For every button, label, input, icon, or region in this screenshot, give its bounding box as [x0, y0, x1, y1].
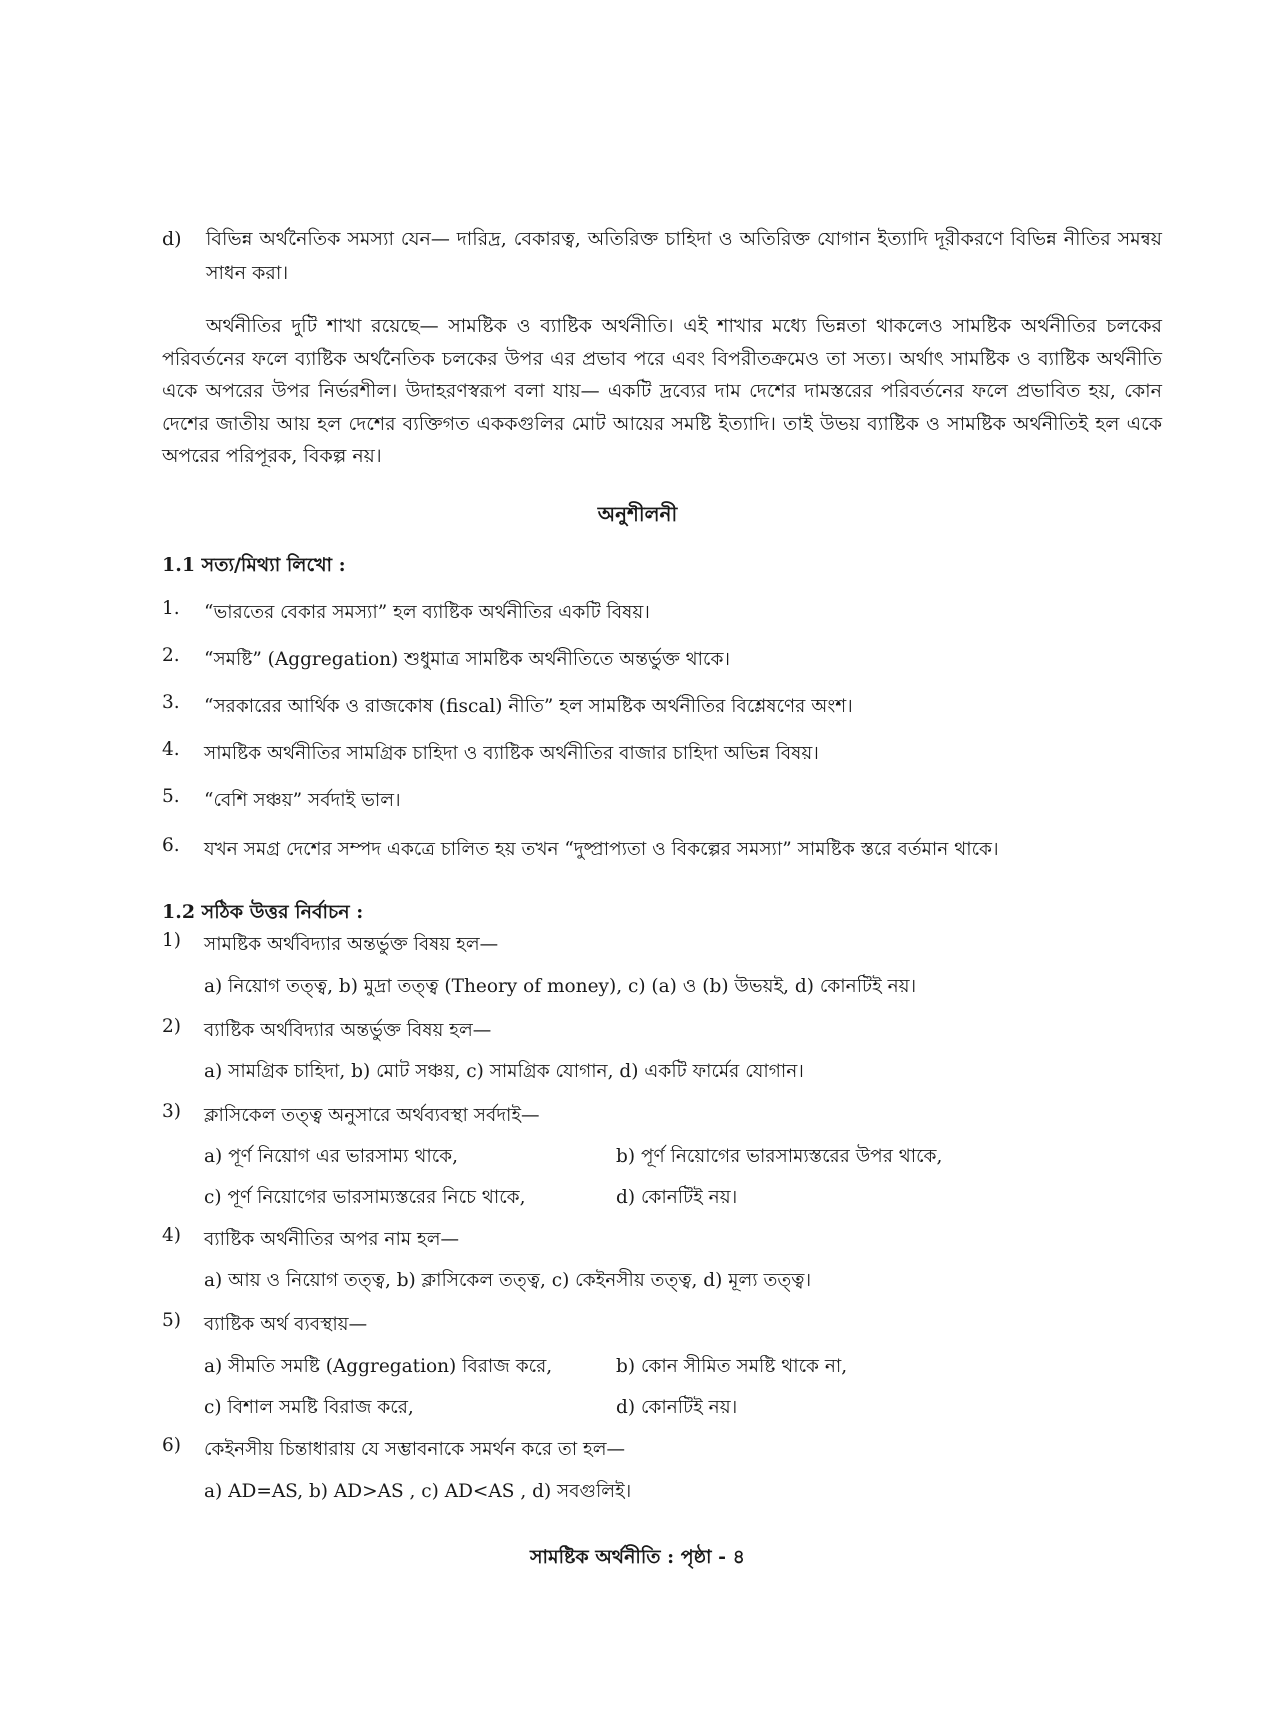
question-text: “বেশি সঞ্চয়” সর্বদাই ভাল।: [204, 790, 401, 811]
list-item-d: [162, 222, 1162, 290]
mcq-options: a) AD=AS, b) AD>AS , c) AD<AS , d) সবগুলিই।: [204, 1481, 632, 1502]
page-footer: সামষ্টিক অর্থনীতি : পৃষ্ঠা - ৪: [529, 1546, 746, 1568]
question-number: 2.: [162, 645, 180, 666]
question-number: 4): [162, 1225, 181, 1246]
question-text: ব্যাষ্টিক অর্থনীতির অপর নাম হল—: [204, 1229, 460, 1250]
question-text: সামষ্টিক অর্থবিদ্যার অন্তর্ভুক্ত বিষয় হল—: [204, 934, 499, 955]
mcq-options: a) সামগ্রিক চাহিদা, b) মোট সঞ্চয়, c) সামগ্রিক যোগান, d) একটি ফার্মের যোগান।: [204, 1061, 804, 1082]
question-text: “ভারতের বেকার সমস্যা” হল ব্যাষ্টিক অর্থনীতির একটি বিষয়।: [204, 602, 650, 623]
question-number: 5): [162, 1310, 181, 1331]
question-text: “সমষ্টি” (Aggregation) শুধুমাত্র সামষ্টিক অর্থনীতিতে অন্তর্ভুক্ত থাকে।: [204, 649, 731, 670]
question-number: 4.: [162, 739, 180, 760]
mcq-option-c: c) পূর্ণ নিয়োগের ভারসাম্যস্তরের নিচে থাকে,: [204, 1187, 526, 1208]
mcq-options: a) নিয়োগ তত্ত্ব, b) মুদ্রা তত্ত্ব (Theory of money), c) (a) ও (b) উভয়ই, d) কোনটিই নয়।: [204, 976, 917, 997]
question-number: 5.: [162, 786, 180, 807]
mcq-option-b: b) পূর্ণ নিয়োগের ভারসাম্যস্তরের উপর থাকে,: [616, 1146, 943, 1167]
list-item-text: বিভিন্ন অর্থনৈতিক সমস্যা যেন— দারিদ্র, বেকারত্ব, অতিরিক্ত চাহিদা ও অতিরিক্ত যোগান ইত্যাদি দূরীকরণে বিভিন্ন নীতির সমন্বয় সাধন করা।: [206, 228, 1162, 284]
mcq-option-a: a) সীমতি সমষ্টি (Aggregation) বিরাজ করে,: [204, 1356, 553, 1377]
question-number: 3): [162, 1101, 181, 1122]
section-heading-true-false: 1.1 সত্য/মিথ্যা লিখো :: [162, 554, 346, 576]
mcq-option-c: c) বিশাল সমষ্টি বিরাজ করে,: [204, 1397, 414, 1418]
question-text: সামষ্টিক অর্থনীতির সামগ্রিক চাহিদা ও ব্যাষ্টিক অর্থনীতির বাজার চাহিদা অভিন্ন বিষয়।: [204, 743, 819, 764]
question-text: কেইনসীয় চিন্তাধারায় যে সম্ভাবনাকে সমর্থন করে তা হল—: [204, 1439, 626, 1460]
question-number: 3.: [162, 692, 180, 713]
body-paragraph: অর্থনীতির দুটি শাখা রয়েছে— সামষ্টিক ও ব্যাষ্টিক অর্থনীতি। এই শাখার মধ্যে ভিন্নতা থাকলেও সামষ্টিক অর্থনীতির চলকের পরিবর্তনের ফলে ব্যাষ্টিক অর্থনৈতিক চলকের উপর এর প্রভাব পরে এবং বিপরীতক্রমেও তা সত্য। অর্থাৎ সামষ্টিক ও ব্যাষ্টিক অর্থনীতি একে অপরের উপর নির্ভরশীল। উদাহরণস্বরূপ বলা যায়— একটি দ্রব্যের দাম দেশের দামস্তরের পরিবর্তনের ফলে প্রভাবিত হয়, কোন দেশের জাতীয় আয় হল দেশের ব্যক্তিগত এককগুলির মোট আয়ের সমষ্টি ইত্যাদি। তাই উভয় ব্যাষ্টিক ও সামষ্টিক অর্থনীতিই হল একে অপরের পরিপূরক, বিকল্প নয়।: [162, 315, 1162, 467]
mcq-option-a: a) পূর্ণ নিয়োগ এর ভারসাম্য থাকে,: [204, 1146, 458, 1167]
question-number: 1.: [162, 598, 180, 619]
question-number: 6): [162, 1435, 181, 1456]
mcq-option-d: d) কোনটিই নয়।: [616, 1397, 738, 1418]
question-text: যখন সমগ্র দেশের সম্পদ একত্রে চালিত হয় তখন “দুষ্প্রাপ্যতা ও বিকল্পের সমস্যা” সামষ্টিক স্তরে বর্তমান থাকে।: [204, 839, 999, 860]
question-text: ব্যাষ্টিক অর্থবিদ্যার অন্তর্ভুক্ত বিষয় হল—: [204, 1020, 492, 1041]
section-heading-mcq: 1.2 সঠিক উত্তর নির্বাচন :: [162, 901, 364, 923]
exercise-heading: অনুশীলনী: [597, 502, 678, 526]
question-number: 1): [162, 930, 181, 951]
question-text: ব্যাষ্টিক অর্থ ব্যবস্থায়—: [204, 1314, 368, 1335]
list-marker: d): [162, 228, 182, 250]
mcq-option-d: d) কোনটিই নয়।: [616, 1187, 738, 1208]
question-number: 6.: [162, 835, 180, 856]
question-text: ক্লাসিকেল তত্ত্ব অনুসারে অর্থব্যবস্থা সর্বদাই—: [204, 1105, 540, 1126]
mcq-options: a) আয় ও নিয়োগ তত্ত্ব, b) ক্লাসিকেল তত্ত্ব, c) কেইনসীয় তত্ত্ব, d) মূল্য তত্ত্ব।: [204, 1270, 812, 1291]
question-text: “সরকারের আর্থিক ও রাজকোষ (fiscal) নীতি” হল সামষ্টিক অর্থনীতির বিশ্লেষণের অংশ।: [204, 696, 853, 717]
question-number: 2): [162, 1016, 181, 1037]
mcq-option-b: b) কোন সীমিত সমষ্টি থাকে না,: [616, 1356, 848, 1377]
